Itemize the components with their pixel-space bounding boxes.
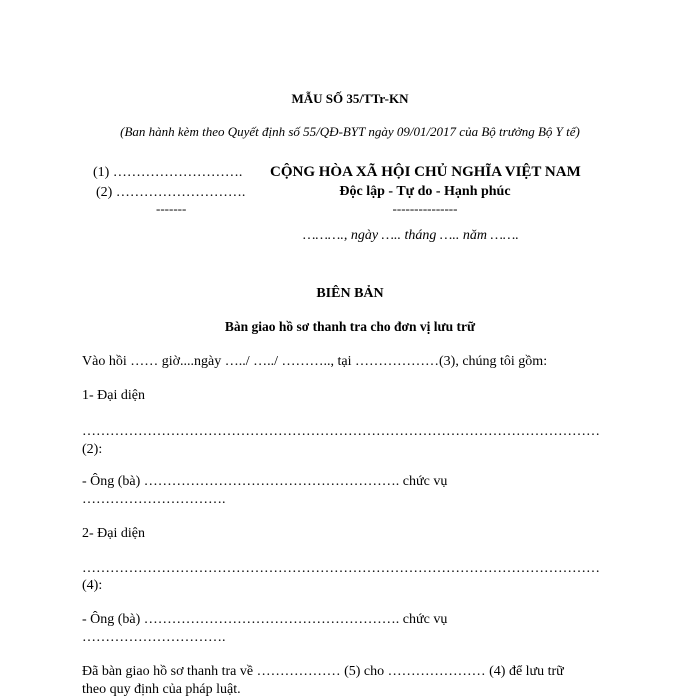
- national-motto: Độc lập - Tự do - Hạnh phúc: [339, 184, 511, 199]
- issued-note: (Ban hành kèm theo Quyết định số 55/QĐ-BYT ngày 09/01/2017 của Bộ trưởng Bộ Y tế): [120, 124, 580, 139]
- intro-line: Vào hồi …… giờ....ngày …../ …../ ……….., tại ………………(3), chúng tôi gồm:: [82, 354, 548, 369]
- rep2-code: (4):: [82, 578, 103, 593]
- agency-line-1: (1) ……………………….: [93, 165, 243, 180]
- form-code: MẪU SỐ 35/TTr-KN: [291, 91, 409, 106]
- rep2-person-line: - Ông (bà) ………………………………………………. chức vụ: [82, 612, 448, 627]
- document-subtitle: Bàn giao hồ sơ thanh tra cho đơn vị lưu trữ: [224, 319, 476, 334]
- handover-line-1: Đã bàn giao hồ sơ thanh tra về ……………… (5) cho ………………… (4) để lưu trữ: [82, 664, 564, 679]
- national-title: CỘNG HÒA XÃ HỘI CHỦ NGHĨA VIỆT NAM: [270, 164, 581, 180]
- rep1-heading: 1- Đại diện: [82, 388, 145, 403]
- agency-rule: -------: [156, 201, 187, 216]
- rep1-person-line: - Ông (bà) ………………………………………………. chức vụ: [82, 474, 448, 489]
- national-rule: ---------------: [392, 201, 458, 216]
- rep2-heading: 2- Đại diện: [82, 526, 145, 541]
- rep2-position-dots: ………………………….: [82, 630, 226, 645]
- rep1-position-dots: ………………………….: [82, 492, 226, 507]
- rep2-dots: …………………………………………………………………………………………………: [82, 561, 600, 576]
- handover-line-2: theo quy định của pháp luật.: [82, 682, 241, 697]
- agency-line-2: (2) ……………………….: [96, 185, 246, 200]
- document-title: BIÊN BẢN: [316, 286, 384, 301]
- rep1-dots: …………………………………………………………………………………………………: [82, 424, 600, 439]
- rep1-code: (2):: [82, 442, 103, 457]
- date-line: ………., ngày ….. tháng ….. năm …….: [303, 228, 519, 243]
